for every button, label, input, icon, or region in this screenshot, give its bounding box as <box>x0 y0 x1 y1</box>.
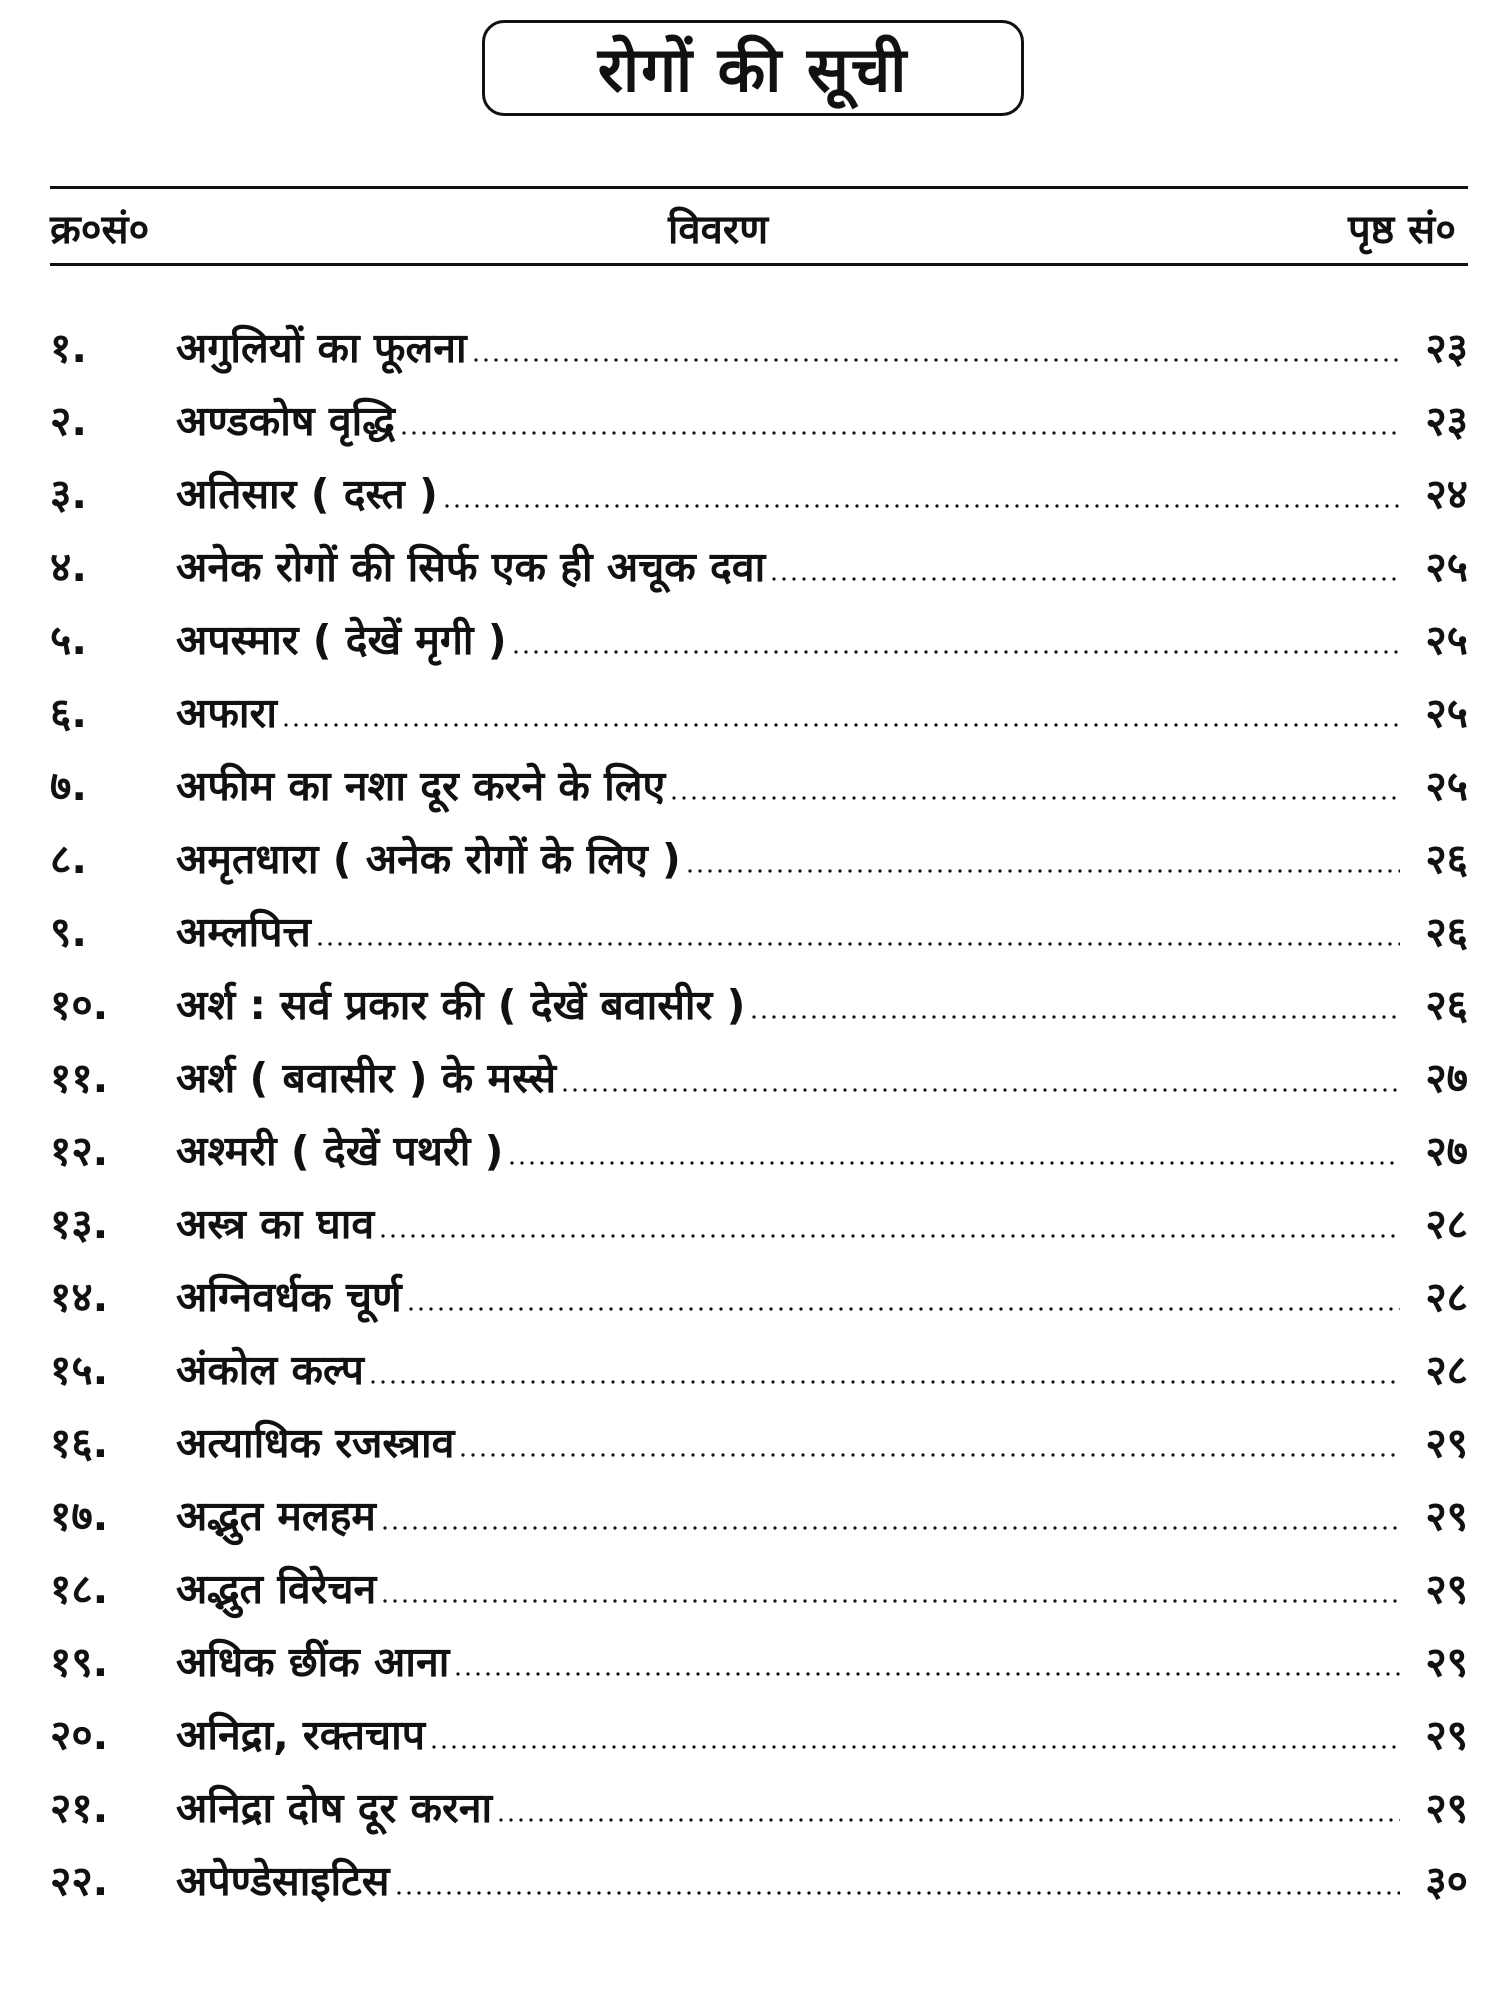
dot-leader <box>380 1598 1400 1604</box>
dot-leader <box>394 1890 1401 1896</box>
entry-number: २०. <box>50 1710 109 1759</box>
list-item <box>50 1332 1468 1405</box>
dot-leader <box>511 649 1400 655</box>
header-serial: क्र०सं० <box>50 207 150 253</box>
entry-page: २५ <box>1425 761 1468 810</box>
entry-page: २३ <box>1425 323 1468 372</box>
dot-leader <box>496 1817 1400 1823</box>
entry-page: २६ <box>1425 980 1468 1029</box>
dot-leader <box>769 576 1400 582</box>
entry-number: ४. <box>50 542 87 591</box>
dot-leader <box>685 868 1400 874</box>
entry-label: अस्त्र का घाव <box>176 1199 375 1248</box>
page-title: रोगों की सूची <box>597 33 909 106</box>
list-item <box>50 1186 1468 1259</box>
entry-number: ८. <box>50 834 87 883</box>
list-item <box>50 1770 1468 1843</box>
entry-page: २६ <box>1425 907 1468 956</box>
entry-number: ९. <box>50 907 87 956</box>
entry-label: अंकोल कल्प <box>176 1345 364 1394</box>
list-item <box>50 894 1468 967</box>
entry-page: २८ <box>1425 1199 1468 1248</box>
entry-number: ११. <box>50 1053 109 1102</box>
entry-number: १८. <box>50 1564 109 1613</box>
header-bottom-rule <box>50 263 1468 266</box>
entry-page: २५ <box>1425 615 1468 664</box>
dot-leader <box>458 1452 1400 1458</box>
entry-number: १०. <box>50 980 109 1029</box>
dot-leader <box>560 1087 1400 1093</box>
list-item <box>50 310 1468 383</box>
entry-number: १३. <box>50 1199 109 1248</box>
entry-label: अग्निवर्धक चूर्ण <box>176 1272 402 1321</box>
entry-page: २९ <box>1425 1564 1468 1613</box>
dot-leader <box>378 1233 1400 1239</box>
table-header <box>50 188 1468 262</box>
entry-label: अश्मरी ( देखें पथरी ) <box>176 1126 504 1175</box>
entry-label: अनिद्रा, रक्तचाप <box>176 1710 425 1759</box>
entry-number: १९. <box>50 1637 109 1686</box>
dot-leader <box>429 1744 1400 1750</box>
list-item <box>50 1040 1468 1113</box>
entry-label: अम्लपित्त <box>176 907 311 956</box>
entry-page: २९ <box>1425 1491 1468 1540</box>
entry-page: २५ <box>1425 688 1468 737</box>
dot-leader <box>406 1306 1400 1312</box>
entry-label: अद्भुत विरेचन <box>176 1564 377 1613</box>
entry-page: २८ <box>1425 1272 1468 1321</box>
entry-label: अण्डकोष वृद्धि <box>176 396 395 445</box>
list-item <box>50 456 1468 529</box>
list-item <box>50 602 1468 675</box>
dot-leader <box>749 1014 1400 1020</box>
entry-label: अद्भुत मलहम <box>176 1491 376 1540</box>
list-item <box>50 1478 1468 1551</box>
header-page: पृष्ठ सं० <box>1347 207 1456 253</box>
entry-page: २७ <box>1425 1053 1468 1102</box>
entry-label: अफारा <box>176 688 277 737</box>
list-item <box>50 821 1468 894</box>
entry-number: १६. <box>50 1418 109 1467</box>
list-item <box>50 675 1468 748</box>
entry-page: २८ <box>1425 1345 1468 1394</box>
entry-number: ७. <box>50 761 87 810</box>
dot-leader <box>507 1160 1400 1166</box>
entry-number: १. <box>50 323 87 372</box>
dot-leader <box>368 1379 1400 1385</box>
entry-label: अत्याधिक रजस्त्राव <box>176 1418 455 1467</box>
entry-number: १५. <box>50 1345 109 1394</box>
entry-label: अफीम का नशा दूर करने के लिए <box>176 761 666 810</box>
dot-leader <box>453 1671 1400 1677</box>
page-title-box <box>482 20 1024 116</box>
entry-page: २९ <box>1425 1783 1468 1832</box>
entry-page: २४ <box>1425 469 1468 518</box>
entry-number: २. <box>50 396 87 445</box>
contents-list <box>50 310 1468 1916</box>
entry-page: ३० <box>1425 1856 1468 1905</box>
list-item <box>50 1843 1468 1916</box>
list-item <box>50 1551 1468 1624</box>
dot-leader <box>442 503 1400 509</box>
dot-leader <box>471 357 1400 363</box>
list-item <box>50 1405 1468 1478</box>
entry-number: २२. <box>50 1856 109 1905</box>
entry-label: अतिसार ( दस्त ) <box>176 469 438 518</box>
dot-leader <box>399 430 1400 436</box>
header-description: विवरण <box>668 207 769 253</box>
list-item <box>50 967 1468 1040</box>
list-item <box>50 748 1468 821</box>
entry-label: अर्श : सर्व प्रकार की ( देखें बवासीर ) <box>176 980 746 1029</box>
entry-label: अनेक रोगों की सिर्फ एक ही अचूक दवा <box>176 542 766 591</box>
entry-page: २९ <box>1425 1418 1468 1467</box>
entry-label: अर्श ( बवासीर ) के मस्से <box>176 1053 557 1102</box>
list-item <box>50 1259 1468 1332</box>
entry-number: १४. <box>50 1272 109 1321</box>
entry-page: २३ <box>1425 396 1468 445</box>
entry-page: २५ <box>1425 542 1468 591</box>
entry-label: अनिद्रा दोष दूर करना <box>176 1783 493 1832</box>
entry-label: अधिक छींक आना <box>176 1637 450 1686</box>
list-item <box>50 529 1468 602</box>
entry-number: ५. <box>50 615 87 664</box>
list-item <box>50 1113 1468 1186</box>
entry-number: १७. <box>50 1491 109 1540</box>
list-item <box>50 1697 1468 1770</box>
entry-page: २९ <box>1425 1710 1468 1759</box>
dot-leader <box>315 941 1400 947</box>
dot-leader <box>669 795 1400 801</box>
entry-label: अमृतधारा ( अनेक रोगों के लिए ) <box>176 834 681 883</box>
dot-leader <box>281 722 1400 728</box>
entry-number: ६. <box>50 688 87 737</box>
entry-page: २९ <box>1425 1637 1468 1686</box>
entry-label: अपेण्डेसाइटिस <box>176 1856 390 1905</box>
entry-number: ३. <box>50 469 87 518</box>
entry-page: २६ <box>1425 834 1468 883</box>
list-item <box>50 383 1468 456</box>
entry-page: २७ <box>1425 1126 1468 1175</box>
entry-number: २१. <box>50 1783 109 1832</box>
dot-leader <box>380 1525 1400 1531</box>
entry-label: अगुलियों का फूलना <box>176 323 467 372</box>
entry-number: १२. <box>50 1126 109 1175</box>
entry-label: अपस्मार ( देखें मृगी ) <box>176 615 507 664</box>
list-item <box>50 1624 1468 1697</box>
